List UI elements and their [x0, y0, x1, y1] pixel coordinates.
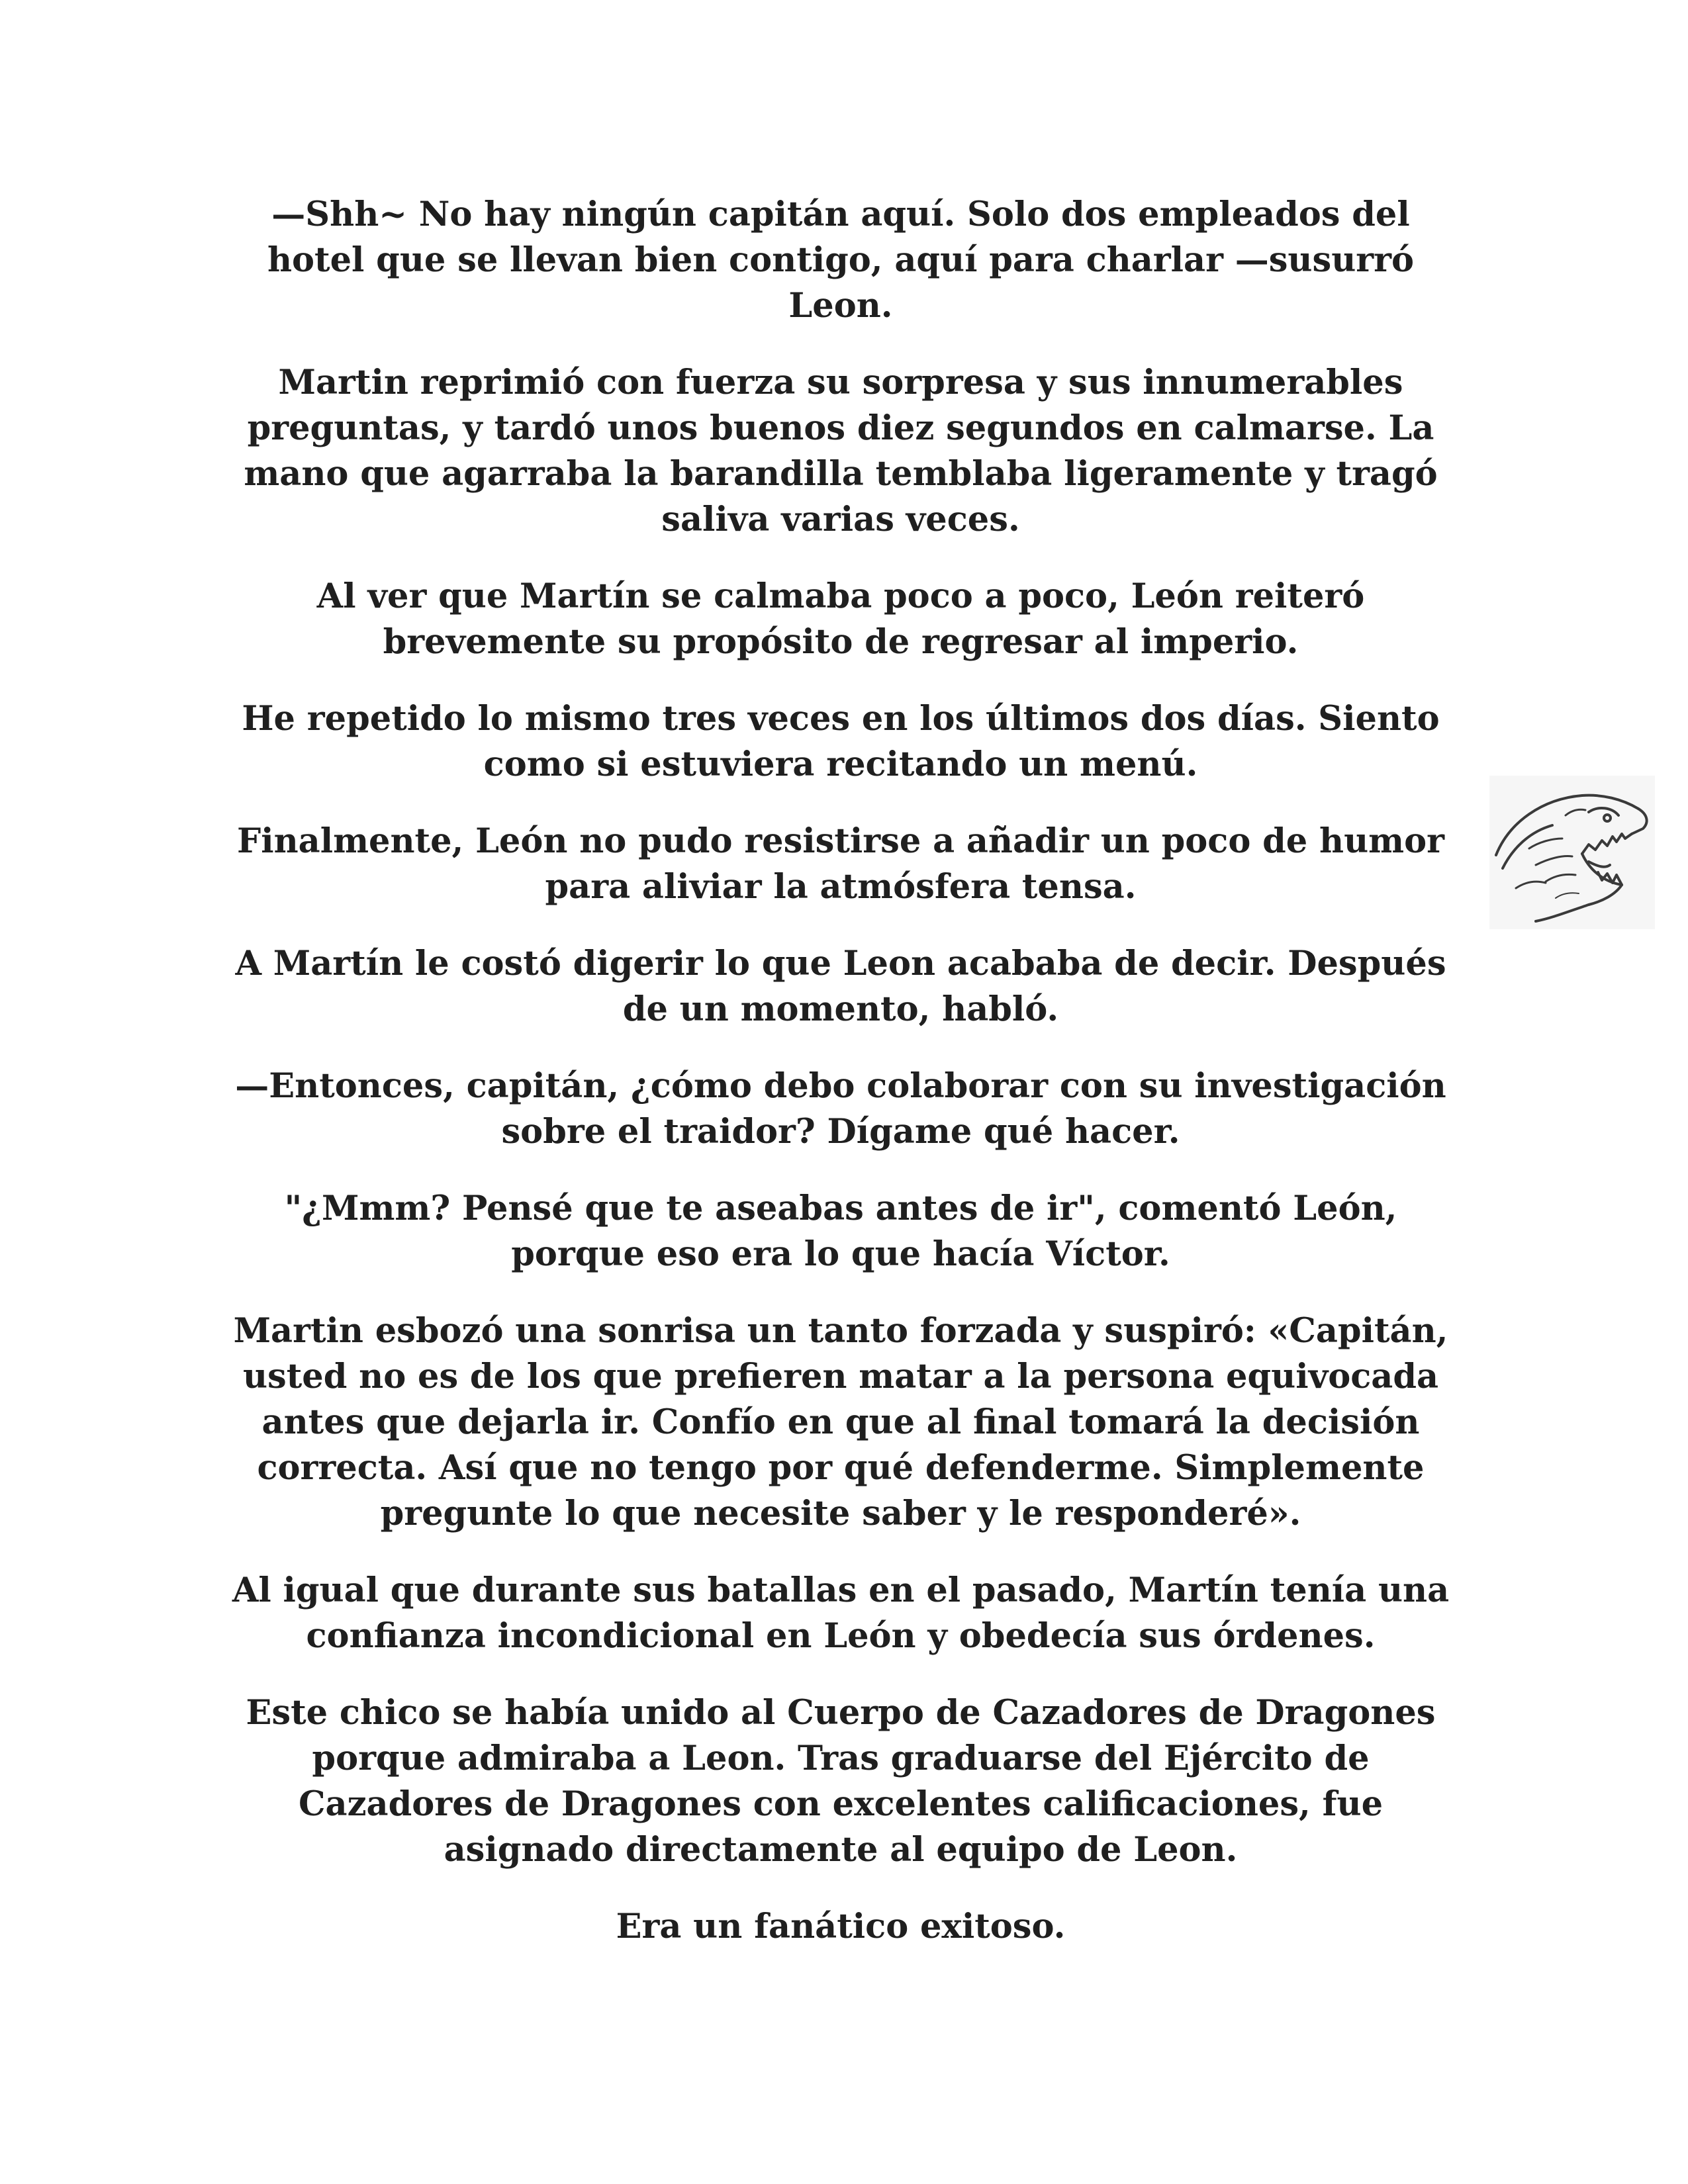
body-text	[218, 192, 1463, 1981]
paragraph: Este chico se había unido al Cuerpo de Cazadores de Dragones porque admiraba a Leon. Tras graduarse del Ejército de Cazadores de Dragones con excelentes calificaciones, fue asignado directamente al equipo de Leon.	[246, 1693, 1436, 1870]
paragraph: Martin reprimió con fuerza su sorpresa y sus innumerables preguntas, y tardó unos buenos diez segundos en calmarse. La mano que agarraba la barandilla temblaba ligeramente y tragó saliva varias veces.	[244, 363, 1438, 539]
paragraph: —Entonces, capitán, ¿cómo debo colaborar con su investigación sobre el traidor? Dígame qué hacer.	[235, 1066, 1446, 1152]
paragraph: He repetido lo mismo tres veces en los últimos dos días. Siento como si estuviera recitando un menú.	[242, 699, 1440, 784]
paragraph: Finalmente, León no pudo resistirse a añadir un poco de humor para aliviar la atmósfera tensa.	[236, 821, 1445, 907]
dinosaur-head-sketch-icon	[1489, 776, 1655, 929]
paragraph: Martin esbozó una sonrisa un tanto forzada y suspiró: «Capitán, usted no es de los que prefieren matar a la persona equivocada antes que dejarla ir. Confío en que al final tomará la decisión correcta. Así que no tengo por qué defenderme. Simplemente pregunte lo que necesite saber y le responderé».	[233, 1311, 1448, 1533]
paragraph: Era un fanático exitoso.	[616, 1907, 1066, 1946]
paragraph: —Shh~ No hay ningún capitán aquí. Solo dos empleados del hotel que se llevan bien contigo, aquí para charlar —susurró Leon.	[267, 195, 1415, 326]
paragraph: Al ver que Martín se calmaba poco a poco, León reiteró brevemente su propósito de regresar al imperio.	[316, 576, 1365, 662]
paragraph: "¿Mmm? Pensé que te aseabas antes de ir", comentó León, porque eso era lo que hacía Víctor.	[284, 1189, 1397, 1274]
paragraph: Al igual que durante sus batallas en el pasado, Martín tenía una confianza incondicional en León y obedecía sus órdenes.	[232, 1570, 1450, 1656]
paragraph: A Martín le costó digerir lo que Leon acababa de decir. Después de un momento, habló.	[235, 944, 1446, 1029]
